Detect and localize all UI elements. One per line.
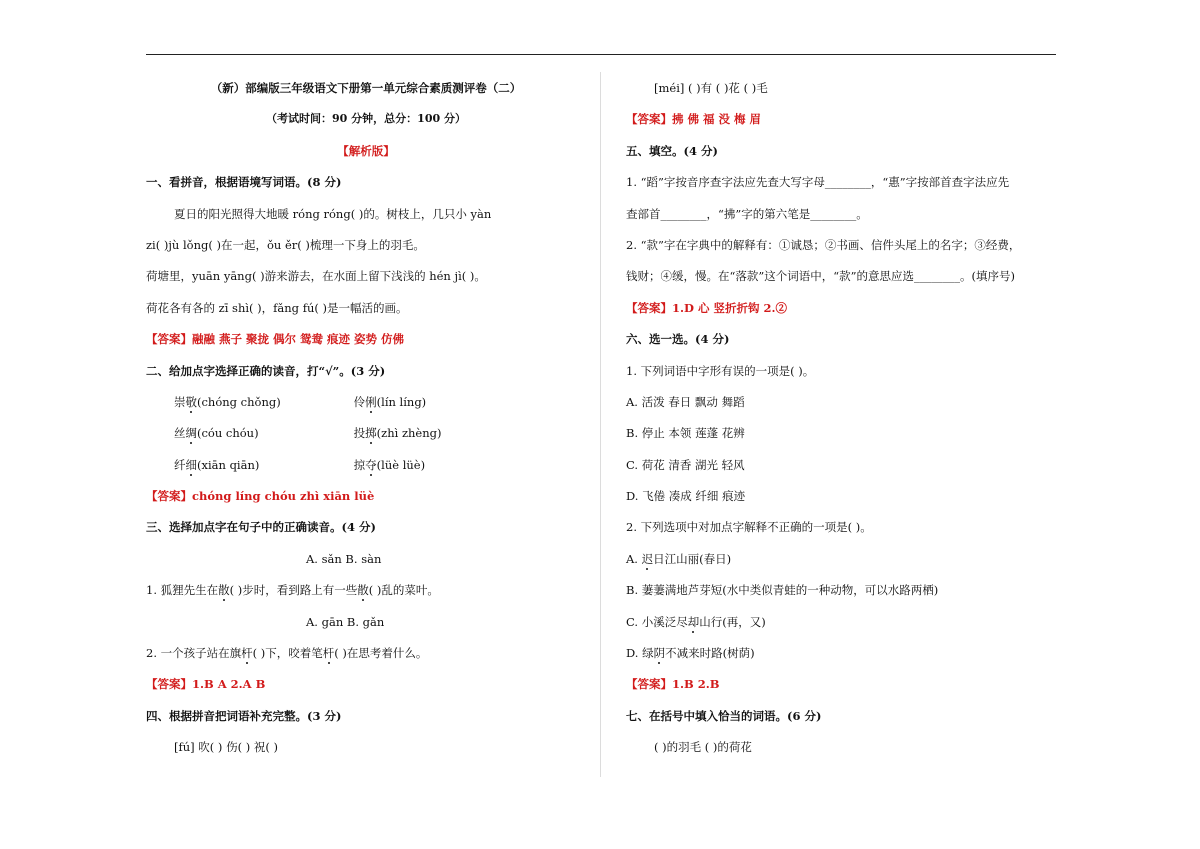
- q2-row-1: [146, 394, 586, 425]
- q1-line-2: zi( )jù lǒng( )在一起，ǒu ěr( )梳理一下身上的羽毛。: [146, 237, 425, 252]
- answer-tag: 【答案】: [146, 332, 192, 347]
- edition-label: 【解析版】: [337, 143, 395, 158]
- header-rule: [146, 54, 1056, 55]
- q2-item: 掠夺(lüè lüè): [353, 457, 426, 472]
- q1-heading: 一、看拼音，根据语境写词语。(8 分): [146, 175, 342, 190]
- q6-option2-c: C. 小溪泛尽却山行(再，又): [626, 614, 766, 629]
- q6-option2-d: D. 绿阴不减来时路(树荫): [626, 646, 755, 661]
- q3-heading: 三、选择加点字在句子中的正确读音。(4 分): [146, 520, 376, 535]
- q6-option2-a: A. 迟日江山丽(春日): [626, 551, 732, 566]
- column-divider: [600, 72, 601, 777]
- q5-line-1: 1. “蹈”字按音序查字法应先查大写字母________，“惠”字按部首查字法应先: [626, 175, 1010, 190]
- q7-line: ( )的羽毛 ( )的荷花: [654, 740, 752, 755]
- q3-options-1: A. sǎn B. sàn: [306, 551, 382, 566]
- q1-line-1: 夏日的阳光照得大地暖 róng róng( )的。树枝上，几只小 yàn: [174, 206, 492, 221]
- q7-heading: 七、在括号中填入恰当的词语。(6 分): [626, 708, 822, 723]
- q5-line-2: 查部首________，“拂”字的第六笔是________。: [626, 206, 868, 221]
- q2-item: 丝绸(cóu chóu): [174, 426, 259, 441]
- q2-answer: 【答案】chóng líng chóu zhì xiān lüè: [146, 489, 375, 504]
- q1-line-3: 荷塘里，yuān yāng( )游来游去，在水面上留下浅浅的 hén jì( )。: [146, 269, 486, 284]
- q6-answer-text: 1.B 2.B: [672, 677, 720, 692]
- page-title: （新）部编版三年级语文下册第一单元综合素质测评卷（二）: [210, 81, 522, 95]
- q5-heading: 五、填空。(4 分): [626, 143, 718, 158]
- q3-options-2: A. gān B. gǎn: [306, 614, 385, 629]
- q3-answer-text: 1.B A 2.A B: [192, 677, 266, 692]
- q6-sub-1: 1. 下列词语中字形有误的一项是( )。: [626, 363, 815, 378]
- q6-option-b: B. 停止 本领 莲蓬 花辨: [626, 426, 745, 441]
- q6-heading: 六、选一选。(4 分): [626, 332, 730, 347]
- q6-option-d: D. 飞倦 凑成 纤细 痕迹: [626, 489, 746, 504]
- q5-answer-text: 1.D 心 竖折折钩 2.②: [672, 300, 787, 315]
- q4-line-1: [fú] 吹( ) 伤( ) 祝( ): [174, 740, 278, 755]
- q1-answer: [146, 331, 586, 362]
- q6-option-c: C. 荷花 清香 湖光 轻风: [626, 457, 745, 472]
- right-column: [626, 80, 1056, 771]
- q2-item: 纤细(xiān qiān): [174, 457, 260, 472]
- exam-info: （考试时间：90 分钟，总分：100 分）: [266, 112, 466, 126]
- q6-answer: 【答案】1.B 2.B: [626, 677, 720, 692]
- q6-option2-b: B. 萋萋满地芦芽短(水中类似青蛙的一种动物，可以水路两栖): [626, 583, 939, 598]
- q2-item: 伶俐(lín líng): [353, 394, 427, 409]
- q6-option-a: A. 活泼 春日 飘动 舞蹈: [626, 394, 745, 409]
- q4-answer: 【答案】拂 佛 福 没 梅 眉: [626, 112, 762, 127]
- left-column: [146, 80, 586, 771]
- q1-answer-text: 融融 燕子 聚拢 偶尔 鸳鸯 痕迹 姿势 仿佛: [192, 332, 405, 347]
- q3-answer: 【答案】1.B A 2.A B: [146, 677, 266, 692]
- q2-row-2: [146, 425, 586, 456]
- q2-row-3: [146, 457, 586, 488]
- q4-heading: 四、根据拼音把词语补充完整。(3 分): [146, 708, 342, 723]
- q2-heading: 二、给加点字选择正确的读音，打“√”。(3 分): [146, 363, 386, 378]
- q1-line-4: 荷花各有各的 zī shì( )，fǎng fú( )是一幅活的画。: [146, 300, 408, 315]
- q4-answer-text: 拂 佛 福 没 梅 眉: [672, 112, 762, 127]
- q5-line-3: 2. “款”字在字典中的解释有：①诚恳；②书画、信件头尾上的名字；③经费，: [626, 237, 1021, 252]
- q3-sentence-1: 1. 狐狸先生在散( )步时，看到路上有一些散( )乱的菜叶。: [146, 583, 439, 598]
- q2-item: 投掷(zhì zhèng): [353, 426, 442, 441]
- q3-sentence-2: 2. 一个孩子站在旗杆( )下，咬着笔杆( )在思考着什么。: [146, 646, 428, 661]
- q5-line-4: 钱财；④缓，慢。在“落款”这个词语中，“款”的意思应选________。(填序号): [626, 269, 1015, 284]
- q5-answer: 【答案】1.D 心 竖折折钩 2.②: [626, 300, 787, 315]
- q2-item: 崇敬(chóng chǒng): [174, 394, 281, 409]
- q4-line-2: [méi] ( )有 ( )花 ( )毛: [654, 81, 768, 95]
- q6-sub-2: 2. 下列选项中对加点字解释不正确的一项是( )。: [626, 520, 872, 535]
- q2-answer-text: chóng líng chóu zhì xiān lüè: [192, 489, 375, 504]
